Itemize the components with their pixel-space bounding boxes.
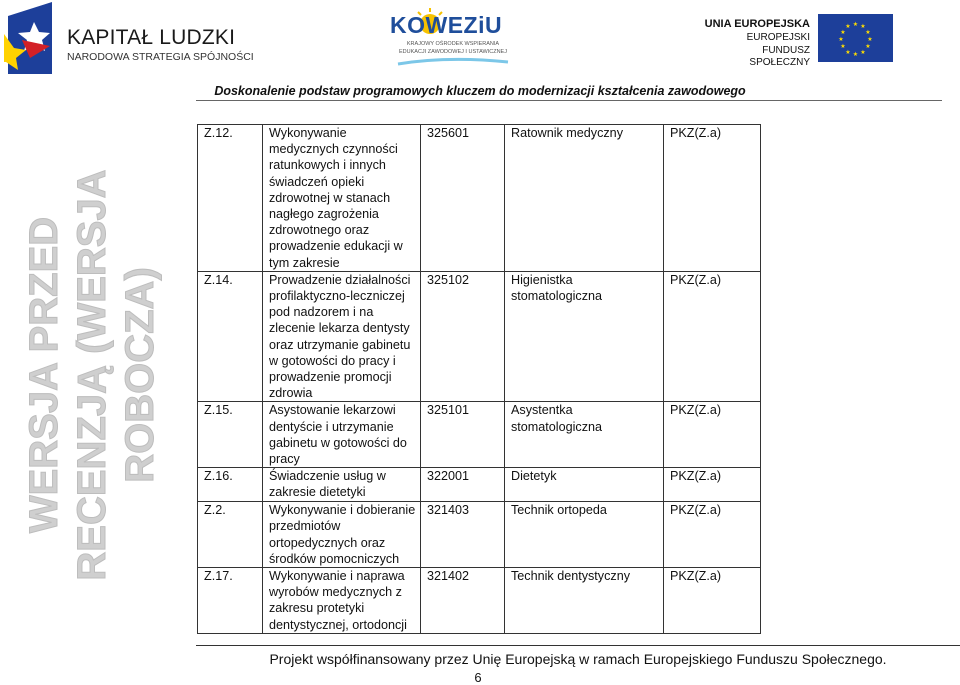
cell-pkz: PKZ(Z.a) [664, 502, 761, 568]
svg-text:★: ★ [840, 29, 846, 36]
cell-code: Z.2. [198, 502, 263, 568]
svg-text:★: ★ [845, 23, 851, 30]
table-row [198, 568, 761, 634]
table-row [198, 125, 761, 272]
cell-description: Prowadzenie działalności profilaktyczno-leczniczej pod nadzorem i na zlecenie lekarza dentysty oraz utrzymanie gabinetu w gotowości do pracy i prowadzenie promocji zdrowia [263, 271, 421, 402]
table-row [198, 468, 761, 502]
cell-profession: Higienistka stomatologiczna [505, 271, 664, 402]
table-row [198, 502, 761, 568]
cell-profession: Technik dentystyczny [505, 568, 664, 634]
qualifications-table [197, 124, 761, 634]
table-row [198, 271, 761, 402]
cell-number: 325101 [421, 402, 505, 468]
kowez-line2: EDUKACJI ZAWODOWEJ I USTAWICZNEJ [399, 49, 507, 55]
svg-text:★: ★ [852, 21, 859, 28]
kowez-name: KOWEZiU [390, 12, 503, 38]
table-row [198, 402, 761, 468]
cell-description: Wykonywanie medycznych czynności ratunkowych i innych świadczeń opieki zdrowotnej w stanach nagłego zagrożenia zdrowotnego oraz prowadzenie edukacji w tym zakresie [263, 125, 421, 272]
cell-description: Wykonywanie i dobieranie przedmiotów ortopedycznych oraz środków pomocniczych [263, 502, 421, 568]
cell-description: Asystowanie lekarzowi dentyście i utrzymanie gabinetu w gotowości do pracy [263, 402, 421, 468]
svg-text:★: ★ [865, 43, 871, 50]
cell-pkz: PKZ(Z.a) [664, 125, 761, 272]
eu-line3: FUNDUSZ SPOŁECZNY [749, 45, 810, 68]
eu-line2: EUROPEJSKI [746, 32, 810, 43]
svg-text:★: ★ [845, 49, 851, 56]
kapital-ludzki-title: KAPITAŁ LUDZKI [67, 26, 236, 49]
cell-number: 322001 [421, 468, 505, 502]
kowez-line1: KRAJOWY OŚRODEK WSPIERANIA [406, 41, 500, 47]
cell-code: Z.16. [198, 468, 263, 502]
cell-number: 321403 [421, 502, 505, 568]
cell-code: Z.12. [198, 125, 263, 272]
cell-pkz: PKZ(Z.a) [664, 402, 761, 468]
cell-pkz: PKZ(Z.a) [664, 271, 761, 402]
footer-divider [196, 645, 960, 646]
cell-profession: Asystentka stomatologiczna [505, 402, 664, 468]
svg-text:★: ★ [860, 23, 866, 30]
svg-text:★: ★ [840, 43, 846, 50]
kapital-ludzki-subtitle: NARODOWA STRATEGIA SPÓJNOŚCI [67, 51, 254, 63]
svg-text:★: ★ [838, 36, 844, 43]
cell-number: 325601 [421, 125, 505, 272]
kapital-ludzki-logo-icon [4, 2, 60, 74]
eu-flag-icon [818, 14, 893, 62]
document-subtitle: Doskonalenie podstaw programowych kluczem do modernizacji kształcenia zawodowego [214, 84, 746, 98]
cell-pkz: PKZ(Z.a) [664, 468, 761, 502]
cell-profession: Technik ortopeda [505, 502, 664, 568]
svg-text:★: ★ [865, 29, 871, 36]
draft-watermark: WERSJA PRZED RECENZJĄ (WERSJA ROBOCZA) [22, 169, 162, 581]
svg-text:★: ★ [867, 36, 873, 43]
cell-code: Z.14. [198, 271, 263, 402]
page-number: 6 [474, 670, 482, 685]
cell-profession: Ratownik medyczny [505, 125, 664, 272]
cell-number: 325102 [421, 271, 505, 402]
eu-line1: UNIA EUROPEJSKA [704, 18, 810, 30]
header-divider [196, 100, 942, 101]
cell-number: 321402 [421, 568, 505, 634]
cell-pkz: PKZ(Z.a) [664, 568, 761, 634]
cell-description: Wykonywanie i naprawa wyrobów medycznych z zakresu protetyki dentystycznej, ortodoncji [263, 568, 421, 634]
footer-text: Projekt współfinansowany przez Unię Europejską w ramach Europejskiego Funduszu Społecznego. [269, 651, 887, 667]
svg-text:★: ★ [852, 51, 859, 58]
svg-text:★: ★ [860, 49, 866, 56]
cell-profession: Dietetyk [505, 468, 664, 502]
cell-description: Świadczenie usług w zakresie dietetyki [263, 468, 421, 502]
cell-code: Z.17. [198, 568, 263, 634]
cell-code: Z.15. [198, 402, 263, 468]
